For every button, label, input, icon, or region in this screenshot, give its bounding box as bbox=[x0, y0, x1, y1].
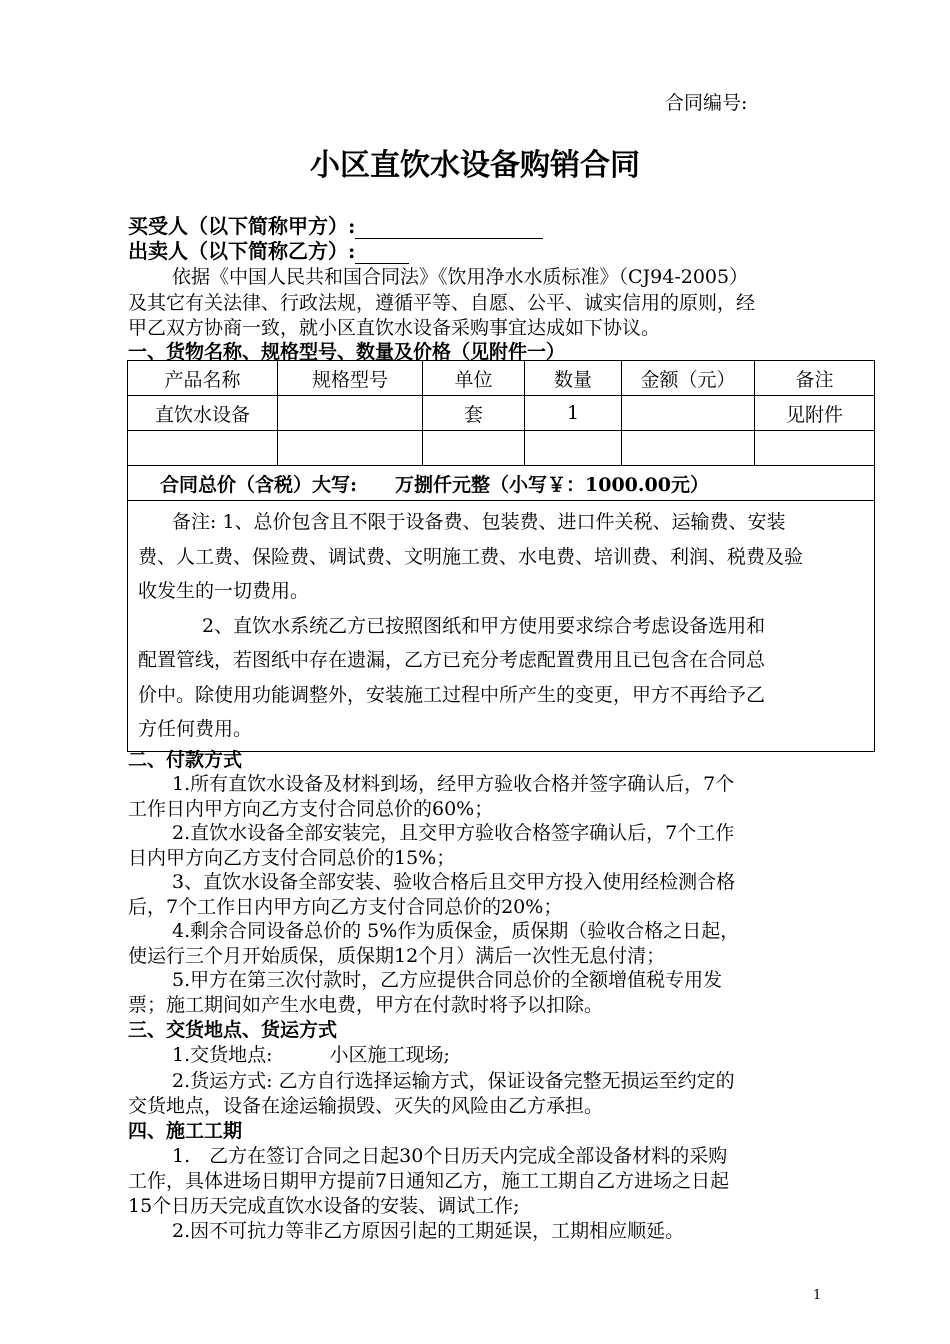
table-cell: 见附件 bbox=[755, 396, 875, 431]
table-cell bbox=[278, 431, 423, 466]
table-cell bbox=[423, 431, 525, 466]
table-cell bbox=[622, 396, 755, 431]
goods-table bbox=[127, 360, 875, 752]
section-heading: 一、货物名称、规格型号、数量及价格（见附件一） bbox=[128, 341, 566, 363]
intro-line: 甲乙双方协商一致，就小区直饮水设备采购事宜达成如下协议。 bbox=[128, 317, 661, 339]
table-cell bbox=[278, 396, 423, 431]
section-heading: 三、交货地点、货运方式 bbox=[128, 1019, 338, 1041]
table-cell: 直饮水设备 bbox=[128, 396, 278, 431]
intro-line: 及其它有关法律、行政法规，遵循平等、自愿、公平、诚实信用的原则，经 bbox=[128, 292, 756, 314]
contract-number-label: 合同编号: bbox=[665, 92, 748, 114]
table-row bbox=[128, 431, 875, 466]
schedule-line: 工作，具体进场日期甲方提前7日通知乙方，施工工期自乙方进场之日起 bbox=[128, 1170, 730, 1192]
column-header: 数量 bbox=[525, 361, 622, 396]
column-header: 单位 bbox=[423, 361, 525, 396]
delivery-line: 1.交货地点: 小区施工现场; bbox=[172, 1044, 450, 1066]
note-line: 2、直饮水系统乙方已按照图纸和甲方使用要求综合考虑设备选用和 bbox=[202, 614, 766, 637]
schedule-line: 1. 乙方在签订合同之日起30个日历天内完成全部设备材料的采购 bbox=[172, 1145, 728, 1167]
note-line: 收发生的一切费用。 bbox=[138, 580, 310, 602]
column-header: 规格型号 bbox=[278, 361, 423, 396]
column-header: 备注 bbox=[755, 361, 875, 396]
notes-cell bbox=[128, 501, 875, 752]
seller-blank bbox=[355, 241, 409, 264]
intro-line: 依据《中国人民共和国合同法》《饮用净水水质标准》（CJ94-2005） bbox=[172, 266, 749, 288]
payment-line: 使运行三个月开始质保，质保期12个月）满后一次性无息付清； bbox=[128, 945, 666, 967]
payment-line: 2.直饮水设备全部安装完，且交甲方验收合格签字确认后，7个工作 bbox=[172, 822, 735, 844]
payment-line: 票；施工期间如产生水电费，甲方在付款时将予以扣除。 bbox=[128, 994, 604, 1016]
seller-label: 出卖人（以下简称乙方）: bbox=[128, 239, 356, 263]
seller-line bbox=[128, 235, 409, 264]
table-cell bbox=[128, 431, 278, 466]
payment-line: 工作日内甲方向乙方支付合同总价的60%； bbox=[128, 798, 494, 820]
table-cell bbox=[755, 431, 875, 466]
payment-line: 4.剩余合同设备总价的 5%作为质保金，质保期（验收合格之日起， bbox=[172, 920, 740, 942]
payment-line: 3、直饮水设备全部安装、验收合格后且交甲方投入使用经检测合格 bbox=[172, 871, 736, 893]
page-title: 小区直饮水设备购销合同 bbox=[310, 148, 640, 183]
table-header-row bbox=[128, 361, 875, 396]
payment-line: 后，7个工作日内甲方向乙方支付合同总价的20%； bbox=[128, 896, 563, 918]
table-cell: 套 bbox=[423, 396, 525, 431]
note-line: 备注: 1、总价包含且不限于设备费、包装费、进口件关税、运输费、安装 bbox=[172, 511, 786, 533]
section-heading: 二、付款方式 bbox=[128, 749, 243, 771]
table-cell bbox=[525, 431, 622, 466]
notes-row bbox=[128, 501, 875, 752]
section-heading: 四、施工工期 bbox=[128, 1120, 243, 1142]
schedule-line: 2.因不可抗力等非乙方原因引起的工期延误，工期相应顺延。 bbox=[172, 1220, 685, 1242]
note-line: 配置管线，若图纸中存在遗漏，乙方已充分考虑配置费用且已包含在合同总 bbox=[138, 649, 766, 671]
page-number: 1 bbox=[813, 1288, 822, 1303]
table-row bbox=[128, 396, 875, 431]
note-line: 价中。除使用功能调整外，安装施工过程中所产生的变更，甲方不再给予乙 bbox=[138, 683, 766, 706]
payment-line: 1.所有直饮水设备及材料到场，经甲方验收合格并签字确认后，7个 bbox=[172, 773, 735, 795]
payment-line: 5.甲方在第三次付款时，乙方应提供合同总价的全额增值税专用发 bbox=[172, 969, 723, 991]
total-price: 合同总价（含税）大写: 万捌仟元整（小写￥：1000.00元） bbox=[128, 466, 875, 501]
buyer-label: 买受人（以下简称甲方）: bbox=[128, 214, 356, 238]
delivery-line: 2.货运方式: 乙方自行选择运输方式，保证设备完整无损运至约定的 bbox=[172, 1070, 735, 1092]
schedule-line: 15个日历天完成直饮水设备的安装、调试工作; bbox=[128, 1195, 520, 1217]
delivery-line: 交货地点，设备在途运输损毁、灭失的风险由乙方承担。 bbox=[128, 1095, 604, 1117]
table-cell bbox=[622, 431, 755, 466]
payment-line: 日内甲方向乙方支付合同总价的15%； bbox=[128, 847, 456, 869]
column-header: 金额（元） bbox=[622, 361, 755, 396]
note-line: 费、人工费、保险费、调试费、文明施工费、水电费、培训费、利润、税费及验 bbox=[138, 545, 804, 568]
column-header: 产品名称 bbox=[128, 361, 278, 396]
note-line: 方任何费用。 bbox=[138, 718, 253, 740]
total-row bbox=[128, 466, 875, 501]
table-cell: 1 bbox=[525, 396, 622, 431]
